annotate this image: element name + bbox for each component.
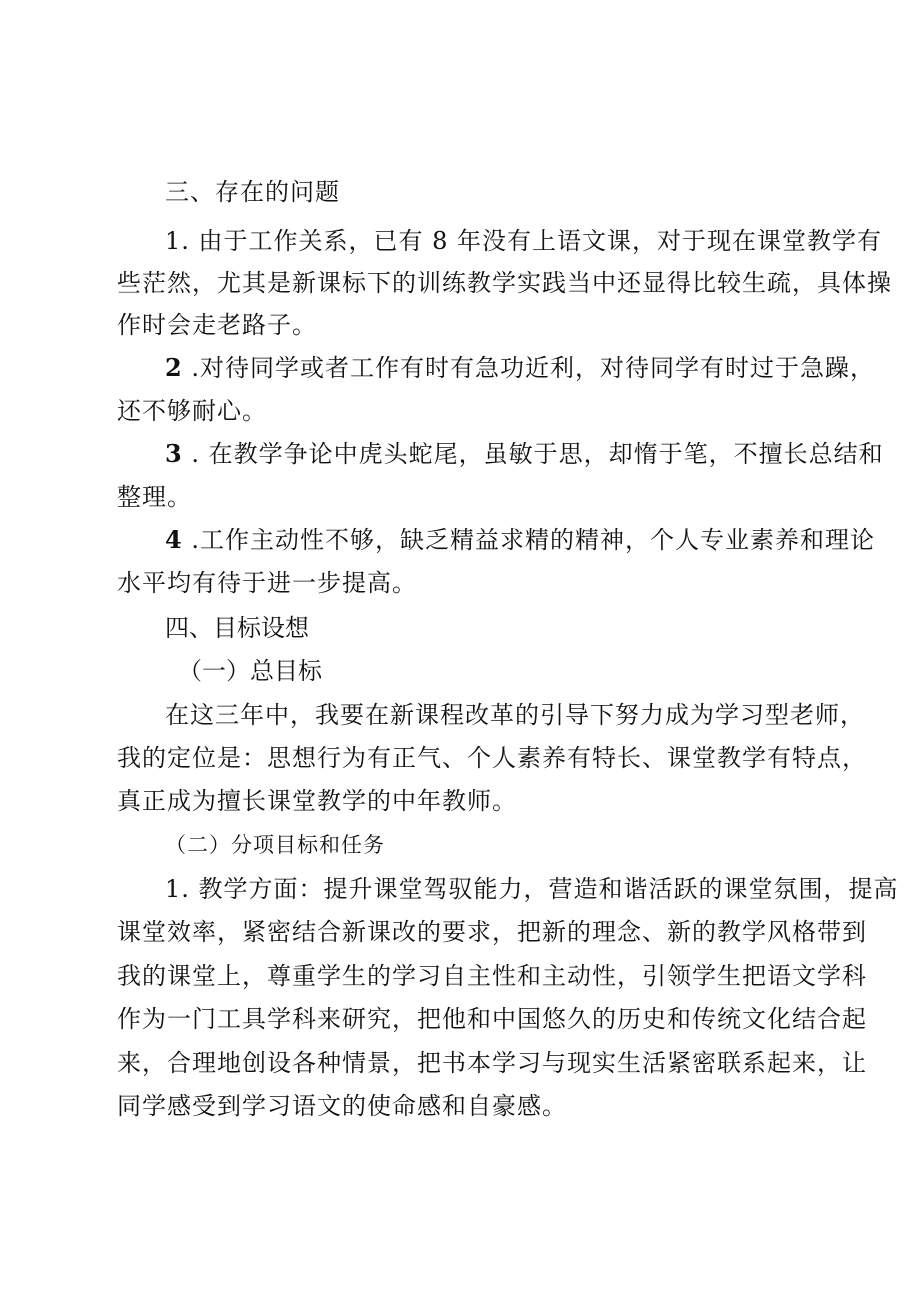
sub-goal-title: （二）分项目标和任务 xyxy=(165,833,385,857)
section-3-title: 三、存在的问题 xyxy=(165,178,340,206)
issue-4-line-2: 水平均有待于进一步提高。 xyxy=(117,569,417,597)
issue-2-text: .对待同学或者工作有时有急功近利，对待同学有时过于急躁， xyxy=(182,354,875,382)
issue-2-line-1 xyxy=(165,353,875,383)
teaching-line-5: 来，合理地创设各种情景，把书本学习与现实生活紧密联系起来，让 xyxy=(117,1049,867,1077)
issue-3-line-1 xyxy=(165,439,884,469)
issue-2-number: 2 xyxy=(165,353,183,382)
teaching-line-4: 作为一门工具学科来研究，把他和中国悠久的历史和传统文化结合起 xyxy=(117,1005,867,1033)
total-goal-title: （一）总目标 xyxy=(178,657,322,685)
teaching-line-2: 课堂效率，紧密结合新课改的要求，把新的理念、新的教学风格带到 xyxy=(117,918,867,946)
total-goal-line-3: 真正成为擅长课堂教学的中年教师。 xyxy=(117,787,517,815)
teaching-line-1: 1. 教学方面：提升课堂驾驭能力，营造和谐活跃的课堂氛围，提高 xyxy=(165,875,899,903)
teaching-line-3: 我的课堂上，尊重学生的学习自主性和主动性，引领学生把语文学科 xyxy=(117,962,867,990)
section-4-title: 四、目标设想 xyxy=(165,614,309,642)
issue-3-number: 3 xyxy=(165,439,183,468)
issue-1-line-2: 些茫然，尤其是新课标下的训练教学实践当中还显得比较生疏，具体操 xyxy=(117,269,892,297)
issue-4-line-1 xyxy=(165,525,875,555)
total-goal-line-1: 在这三年中，我要在新课程改革的引导下努力成为学习型老师， xyxy=(165,701,865,729)
total-goal-line-2: 我的定位是：思想行为有正气、个人素养有特长、课堂教学有特点， xyxy=(117,744,867,772)
issue-2-line-2: 还不够耐心。 xyxy=(117,397,267,425)
teaching-line-6: 同学感受到学习语文的使命感和自豪感。 xyxy=(117,1092,567,1120)
issue-1-line-1: 1. 由于工作关系，已有 8 年没有上语文课，对于现在课堂教学有 xyxy=(165,227,883,255)
issue-1-line-3: 作时会走老路子。 xyxy=(117,311,317,339)
issue-4-text: .工作主动性不够，缺乏精益求精的精神，个人专业素养和理论 xyxy=(182,526,875,554)
issue-3-line-2: 整理。 xyxy=(117,483,192,511)
issue-4-number: 4 xyxy=(165,525,183,554)
issue-3-text: . 在教学争论中虎头蛇尾，虽敏于思，却惰于笔，不擅长总结和 xyxy=(182,440,884,468)
